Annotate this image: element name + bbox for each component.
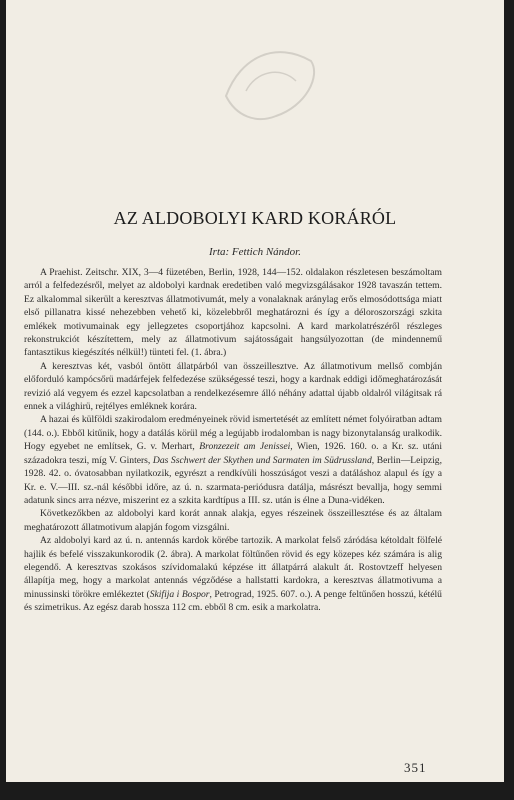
article-body (24, 266, 442, 615)
show-through-illustration (216, 36, 326, 131)
paragraph-text: , Petrograd, 1925. 607. o.). A penge feltűnően hosszú, kétélű és szimetrikus. Az egész darab hossza 112 cm. ebből 8 cm. esik a markolatra. (24, 588, 442, 614)
paragraph-text: Következőkben az aldobolyi kard korát annak alakja, egyes részeinek összeillesztése és az általam meghatározott állatmotivum alapján fogom vizsgálni. (24, 508, 442, 533)
body-paragraph (24, 507, 442, 534)
italic-citation: Skifija i Bospor (149, 588, 210, 600)
body-paragraph (24, 413, 442, 507)
italic-citation: Bronzezeit am Jenissei (199, 441, 291, 453)
page-number: 351 (404, 760, 427, 775)
paragraph-text: Az aldobolyi kard az ú. n. antennás kardok körébe tartozik. A markolat felső záródása kétoldalt fölfelé hajlik és befelé visszakunkorodik (2. ábra). A markolat föltűnően rövid és egy közepes kéz számára is alig elegendő. A keresztvas szokásos szívidomalakú képzése itt állatpárrá alakult át. Rostovtzeff helyesen állapítja meg, hogy a markolat antennás végződése a hallstatti kardokra, a keresztvas állatmotivuma a minussinski törökre emlékeztet ( (24, 535, 442, 600)
body-paragraph (24, 360, 442, 414)
article-title: AZ ALDOBOLYI KARD KORÁRÓL (113, 208, 397, 228)
italic-citation: Das Sschwert der Skythen und Sarmaten im Südrussland (152, 454, 372, 466)
article-author: Irta: Fettich Nándor. (209, 246, 301, 258)
body-paragraph (24, 534, 442, 614)
paragraph-text: A hazai és külföldi szakirodalom eredményeinek rövid ismertetését az említett német folyóiratban adtam (144. o.). Ebből kitűnik, hogy a datálás körül még a legújabb irodalomban is nagy bizonytalanság uralkodik. Hogy egyebet ne említsek, G. v. Merhart, (24, 414, 442, 453)
paragraph-text: , Berlin—Leipzig, 1928. 42. o. óvatosabban nyilatkozik, egyrészt a rendkívüli hosszúságot veszi a datáláshoz alapul és így a Kr. e. V.—III. sz.-nál későbbi időre, az ú. n. szarmata-periódusra datálja, másrészt bevallja, hogy semmi adatunk sincs arra nézve, miszerint ez a szkita kardtípus a III. sz. után is élne a Duna-vidéken. (24, 454, 442, 506)
paragraph-text: , Wien, 1926. 160. o. a Kr. sz. utáni századokra teszi, míg V. Ginters, (24, 441, 442, 466)
book-page (6, 0, 504, 782)
paragraph-text: A Praehist. Zeitschr. XIX, 3—4 füzetében, Berlin, 1928, 144—152. oldalakon részletesen beszámoltam arról a felfedezésről, melyet az aldobolyi kardnak eredetiben való megvizsgálásakor 1928 tavaszán tettem. Ez alkalommal sikerült a keresztvas állatmotivumát, mely a vonalaknak aránylag erős elmosódottsága miatt első pillanatra kissé nehezebben vehető ki, közelebbről meghatározni és így a déloroszországi szkita emlékek motivumainak egy jellegzetes csoportjához kapcsolni. A kard markolatrészéről részleges rekonstrukciót készítettem, mely az állatmotivum sajátosságait hangsúlyozottan (de mindennemű fantasztikus kiegészítés nélkül!) tünteti fel. (1. ábra.) (24, 267, 442, 359)
paragraph-text: A keresztvas két, vasból öntött állatpárból van összeillesztve. Az állatmotivum mellső combján előforduló kampócsőrü madárfejek felfedezése szükségessé teszi, hogy a kardnak eddigi időmeghatározását revizió alá vegyem és ezzel kapcsolatban a rendelkezésemre álló néhány adattal újabb oldalról világitsak rá ennek a világhirü, rejtélyes emléknek korára. (24, 360, 442, 413)
body-paragraph (24, 266, 442, 360)
